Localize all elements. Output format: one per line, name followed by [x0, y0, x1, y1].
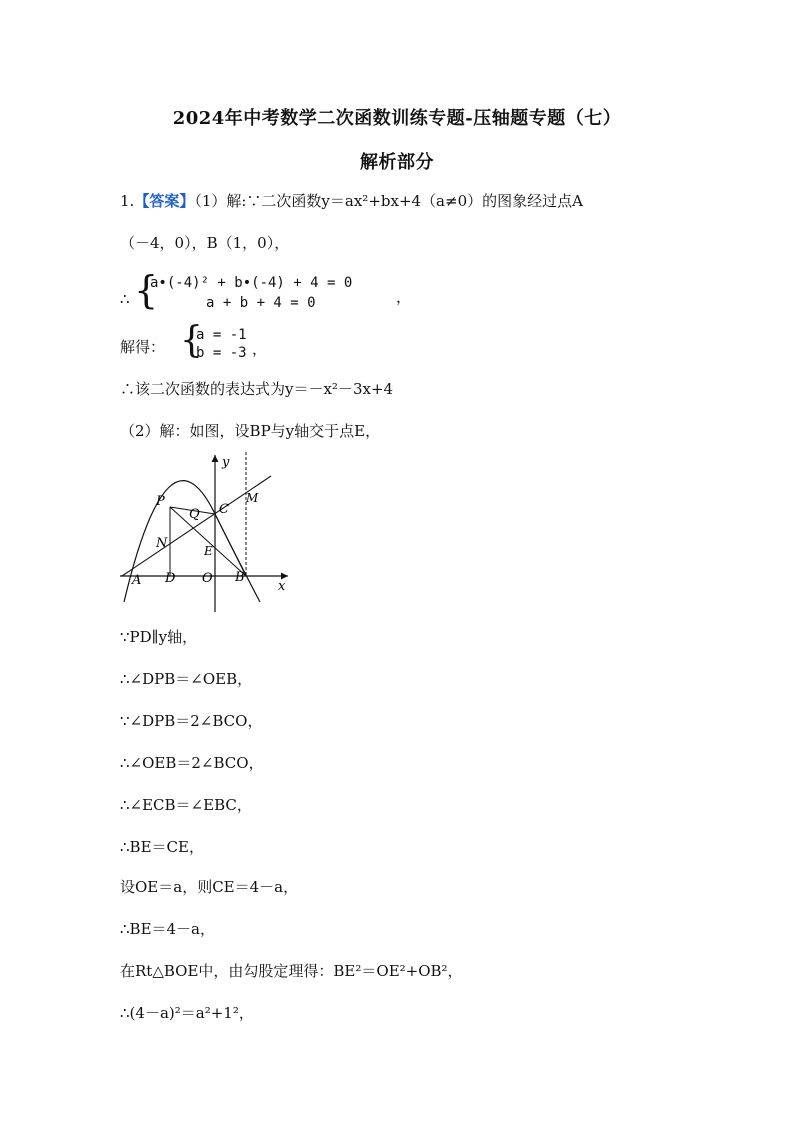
- solution-comma: ，: [252, 340, 268, 358]
- label-a: A: [132, 573, 142, 588]
- label-c: C: [219, 502, 229, 517]
- step-line: ∴(4－a)²＝a²+1²，: [120, 1004, 254, 1022]
- solve-label: 解得：: [120, 338, 166, 356]
- label-y: y: [222, 455, 230, 470]
- solution-brace: {: [180, 320, 203, 361]
- label-e: E: [204, 544, 213, 558]
- system-brace: {: [134, 268, 159, 312]
- step-line: ∴BE＝4－a，: [120, 920, 216, 938]
- points-line: （－4，0），B（1，0），: [120, 234, 290, 252]
- label-b: B: [235, 570, 245, 585]
- label-n: N: [156, 536, 168, 551]
- equation-system: [120, 268, 440, 318]
- part1-intro: （1）解:∵二次函数y＝ax²+bx+4（a≠0）的图象经过点A: [194, 192, 583, 210]
- label-x: x: [278, 579, 286, 594]
- step-line: 在Rt△BOE中，由勾股定理得：BE²＝OE²+OB²，: [120, 962, 463, 980]
- parabola-figure: [118, 452, 293, 614]
- step-line: ∴∠OEB＝2∠BCO，: [120, 754, 264, 772]
- part2-intro: （2）解：如图，设BP与y轴交于点E，: [120, 422, 381, 440]
- segment-p-b: [170, 507, 246, 576]
- page-subtitle: 解析部分: [360, 152, 434, 173]
- question-1-line-1: [120, 192, 583, 210]
- step-line: ∴BE＝CE，: [120, 838, 204, 856]
- label-q: Q: [189, 507, 200, 522]
- label-o: O: [202, 571, 213, 586]
- expression-line: ∴该二次函数的表达式为y＝－x²－3x+4: [120, 380, 394, 398]
- label-p: P: [156, 494, 165, 509]
- label-m: M: [246, 491, 259, 505]
- page-title: 2024年中考数学二次函数训练专题-压轴题专题（七）: [172, 108, 622, 129]
- step-line: 设OE＝a，则CE＝4－a，: [120, 878, 299, 896]
- therefore-symbol: ∴: [120, 290, 130, 308]
- step-line: ∴∠ECB＝∠EBC，: [120, 796, 252, 814]
- system-equation-1: a•(-4)² + b•(-4) + 4 = 0: [150, 275, 353, 291]
- label-d: D: [165, 571, 176, 586]
- solution-a: a = -1: [196, 327, 247, 343]
- solution-block: [120, 320, 320, 366]
- step-line: ∴∠DPB＝∠OEB，: [120, 670, 253, 688]
- system-equation-2: a + b + 4 = 0: [206, 295, 316, 311]
- answer-tag: 【答案】: [134, 192, 195, 210]
- segment-c-b: [215, 514, 246, 576]
- step-line: ∵PD∥y轴，: [120, 628, 198, 646]
- step-line: ∵∠DPB＝2∠BCO，: [120, 712, 263, 730]
- system-comma: ，: [396, 288, 412, 306]
- solution-b: b = -3: [196, 345, 247, 361]
- question-number: 1.: [120, 192, 135, 210]
